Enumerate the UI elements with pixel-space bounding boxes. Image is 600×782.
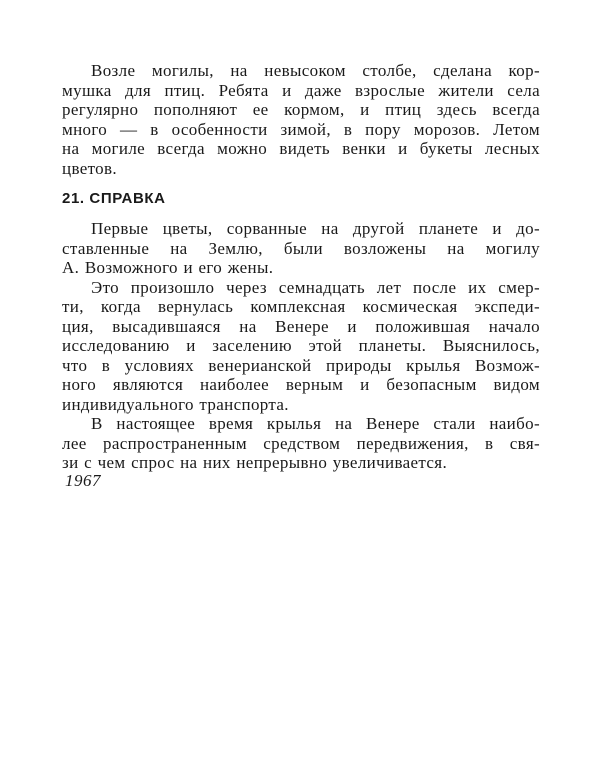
text-line: зи с чем спрос на них непрерывно увеличивается.	[62, 453, 448, 472]
paragraph-expedition	[62, 278, 540, 415]
year-signature: 1967	[65, 471, 101, 490]
text-line: цветов.	[62, 158, 118, 178]
text-line: ного являются наиболее верным и безопасным видом	[62, 375, 540, 394]
text-line: В настоящее время крылья на Венере стали наибо-	[91, 414, 540, 433]
paragraph-wings-today	[62, 414, 540, 473]
section-heading: 21. СПРАВКА	[62, 190, 166, 207]
text-line: Это произошло через семнадцать лет после их смер-	[91, 277, 540, 297]
text-line: индивидуального транспорта.	[62, 394, 289, 414]
text-line: Возле могилы, на невысоком столбе, сделана кор-	[91, 61, 540, 80]
text-line: ция, высадившаяся на Венере и положившая начало	[62, 316, 540, 336]
paragraph-feeder	[62, 61, 540, 178]
text-line: А. Возможного и его жены.	[62, 258, 274, 277]
paragraph-first-flowers	[62, 219, 540, 278]
section-body	[62, 219, 540, 473]
text-line: ставленные на Землю, были возложены на могилу	[62, 238, 540, 258]
text-line: что в условиях венерианской природы крылья Возмож-	[62, 355, 540, 375]
text-line: мушка для птиц. Ребята и даже взрослые жители села	[62, 80, 540, 100]
text-line: ти, когда вернулась комплексная космическая экспеди-	[62, 297, 540, 316]
text-line: на могиле всегда можно видеть венки и букеты лесных	[62, 139, 540, 158]
text-line: исследованию и заселению этой планеты. Выяснилось,	[62, 336, 540, 355]
text-line: много — в особенности зимой, в пору морозов. Летом	[62, 119, 540, 139]
text-line: лее распространенным средством передвижения, в свя-	[62, 433, 540, 453]
text-line: Первые цветы, сорванные на другой планете и до-	[91, 219, 540, 238]
text-line: регулярно пополняют ее кормом, и птиц здесь всегда	[62, 100, 540, 119]
